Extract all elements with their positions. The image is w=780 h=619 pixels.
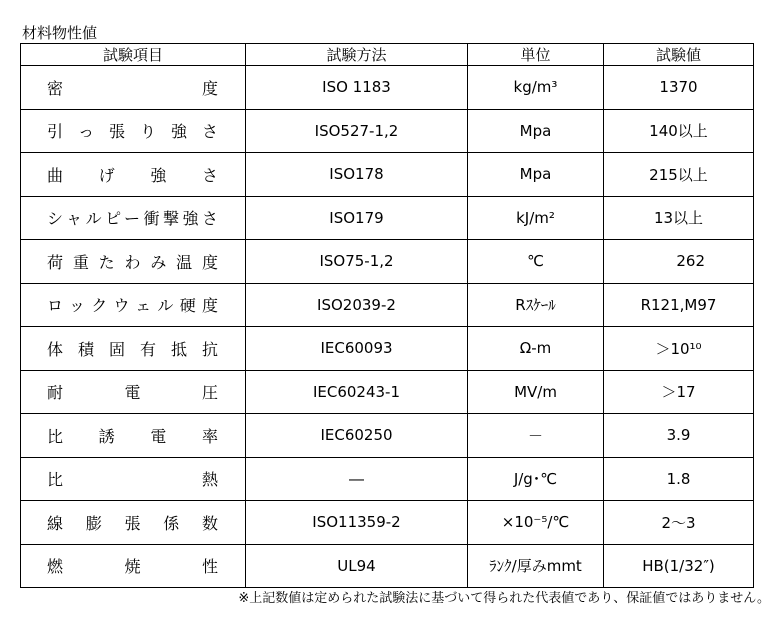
- row-value: 2～3: [604, 501, 754, 545]
- row-value: 262: [604, 240, 754, 284]
- row-unit: Mpa: [468, 153, 604, 197]
- row-unit: －: [468, 414, 604, 458]
- row-value: 1370: [604, 66, 754, 110]
- row-item: ロックウェル硬度: [21, 283, 246, 327]
- row-unit: kg/m³: [468, 66, 604, 110]
- row-item: 密度: [21, 66, 246, 110]
- row-method: UL94: [246, 544, 468, 588]
- row-item: 体積固有抵抗: [21, 327, 246, 371]
- table-row: [21, 283, 754, 327]
- row-value: 140以上: [604, 109, 754, 153]
- table-row: [21, 457, 754, 501]
- table-row: [21, 66, 754, 110]
- row-unit: kJ/m²: [468, 196, 604, 240]
- row-unit: J/g･℃: [468, 457, 604, 501]
- table-row: [21, 501, 754, 545]
- row-value: 13以上: [604, 196, 754, 240]
- table-row: [21, 153, 754, 197]
- table-row: [21, 196, 754, 240]
- header-test-method: 試験方法: [246, 44, 468, 66]
- table-header-row: [21, 44, 754, 66]
- row-unit: Ω-m: [468, 327, 604, 371]
- header-unit: 単位: [468, 44, 604, 66]
- row-item: 比誘電率: [21, 414, 246, 458]
- row-item: 荷重たわみ温度: [21, 240, 246, 284]
- row-value: 215以上: [604, 153, 754, 197]
- row-value: 1.8: [604, 457, 754, 501]
- row-value: HB(1/32″): [604, 544, 754, 588]
- row-method: ISO2039-2: [246, 283, 468, 327]
- row-unit: ﾗﾝｸ/厚みmmt: [468, 544, 604, 588]
- row-method: ―: [246, 457, 468, 501]
- row-method: ISO 1183: [246, 66, 468, 110]
- row-method: IEC60093: [246, 327, 468, 371]
- table-row: [21, 414, 754, 458]
- table-row: [21, 544, 754, 588]
- row-unit: Rｽｹｰﾙ: [468, 283, 604, 327]
- row-unit: MV/m: [468, 370, 604, 414]
- row-item: シャルピー衝撃強さ: [21, 196, 246, 240]
- row-item: 燃焼性: [21, 544, 246, 588]
- row-item: 曲げ強さ: [21, 153, 246, 197]
- page-title: 材料物性値: [22, 24, 98, 42]
- row-item: 線膨張係数: [21, 501, 246, 545]
- row-item: 耐電圧: [21, 370, 246, 414]
- header-test-value: 試験値: [604, 44, 754, 66]
- row-method: ISO179: [246, 196, 468, 240]
- header-test-item: 試験項目: [21, 44, 246, 66]
- row-method: ISO11359-2: [246, 501, 468, 545]
- row-unit: ×10⁻⁵/℃: [468, 501, 604, 545]
- row-method: IEC60243-1: [246, 370, 468, 414]
- row-unit: ℃: [468, 240, 604, 284]
- table-row: [21, 370, 754, 414]
- table-row: [21, 327, 754, 371]
- material-properties-table: [20, 43, 754, 588]
- row-unit: Mpa: [468, 109, 604, 153]
- row-method: ISO75-1,2: [246, 240, 468, 284]
- row-item: 比熱: [21, 457, 246, 501]
- table-row: [21, 109, 754, 153]
- row-value: ＞17: [604, 370, 754, 414]
- disclaimer-footnote: ※上記数値は定められた試験法に基づいて得られた代表値であり、保証値ではありません。: [238, 591, 770, 606]
- table-row: [21, 240, 754, 284]
- row-value: 3.9: [604, 414, 754, 458]
- row-method: ISO527-1,2: [246, 109, 468, 153]
- row-value: ＞10¹⁰: [604, 327, 754, 371]
- row-method: ISO178: [246, 153, 468, 197]
- row-value: R121,M97: [604, 283, 754, 327]
- row-method: IEC60250: [246, 414, 468, 458]
- row-item: 引っ張り強さ: [21, 109, 246, 153]
